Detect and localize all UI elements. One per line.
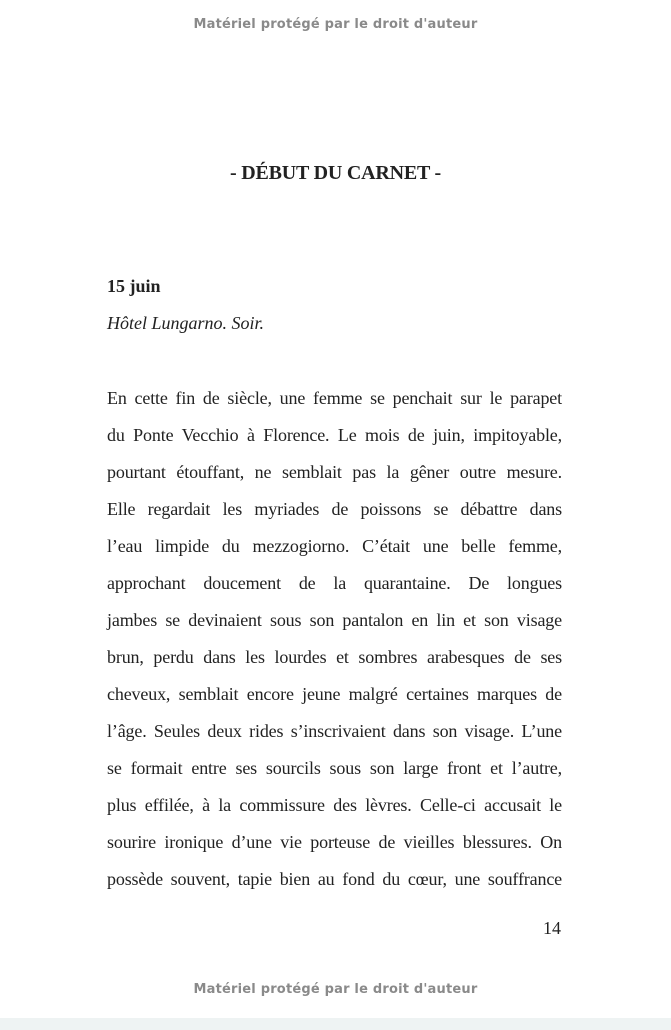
body-text	[107, 385, 562, 903]
body-line: approchant doucement de la quarantaine. De longues	[107, 573, 562, 593]
body-line: cheveux, semblait encore jeune malgré certaines marques de	[107, 684, 562, 704]
body-line: sourire ironique d’une vie porteuse de vieilles blessures. On	[107, 832, 562, 852]
copyright-watermark-top: Matériel protégé par le droit d'auteur	[193, 17, 478, 32]
body-line: plus effilée, à la commissure des lèvres. Celle-ci accusait le	[107, 795, 562, 815]
entry-place: Hôtel Lungarno. Soir.	[107, 313, 265, 333]
body-line: se formait entre ses sourcils sous son large front et l’autre,	[107, 758, 562, 778]
body-line: brun, perdu dans les lourdes et sombres arabesques de ses	[107, 647, 562, 667]
viewer-bottom-strip	[0, 1018, 671, 1030]
body-line: l’âge. Seules deux rides s’inscrivaient dans son visage. L’une	[107, 721, 562, 741]
entry-date: 15 juin	[107, 276, 161, 296]
body-line: Elle regardait les myriades de poissons se débattre dans	[107, 499, 562, 519]
chapter-title: - DÉBUT DU CARNET -	[229, 162, 442, 184]
body-line: jambes se devinaient sous son pantalon en lin et son visage	[107, 610, 562, 630]
body-line: En cette fin de siècle, une femme se penchait sur le parapet	[107, 388, 562, 408]
copyright-watermark-bottom: Matériel protégé par le droit d'auteur	[193, 982, 478, 997]
page-number: 14	[543, 918, 561, 938]
body-line: pourtant étouffant, ne semblait pas la gêner outre mesure.	[107, 462, 562, 482]
body-line: possède souvent, tapie bien au fond du cœur, une souffrance	[107, 869, 562, 889]
body-line: l’eau limpide du mezzogiorno. C’était une belle femme,	[107, 536, 562, 556]
body-line: du Ponte Vecchio à Florence. Le mois de juin, impitoyable,	[107, 425, 562, 445]
